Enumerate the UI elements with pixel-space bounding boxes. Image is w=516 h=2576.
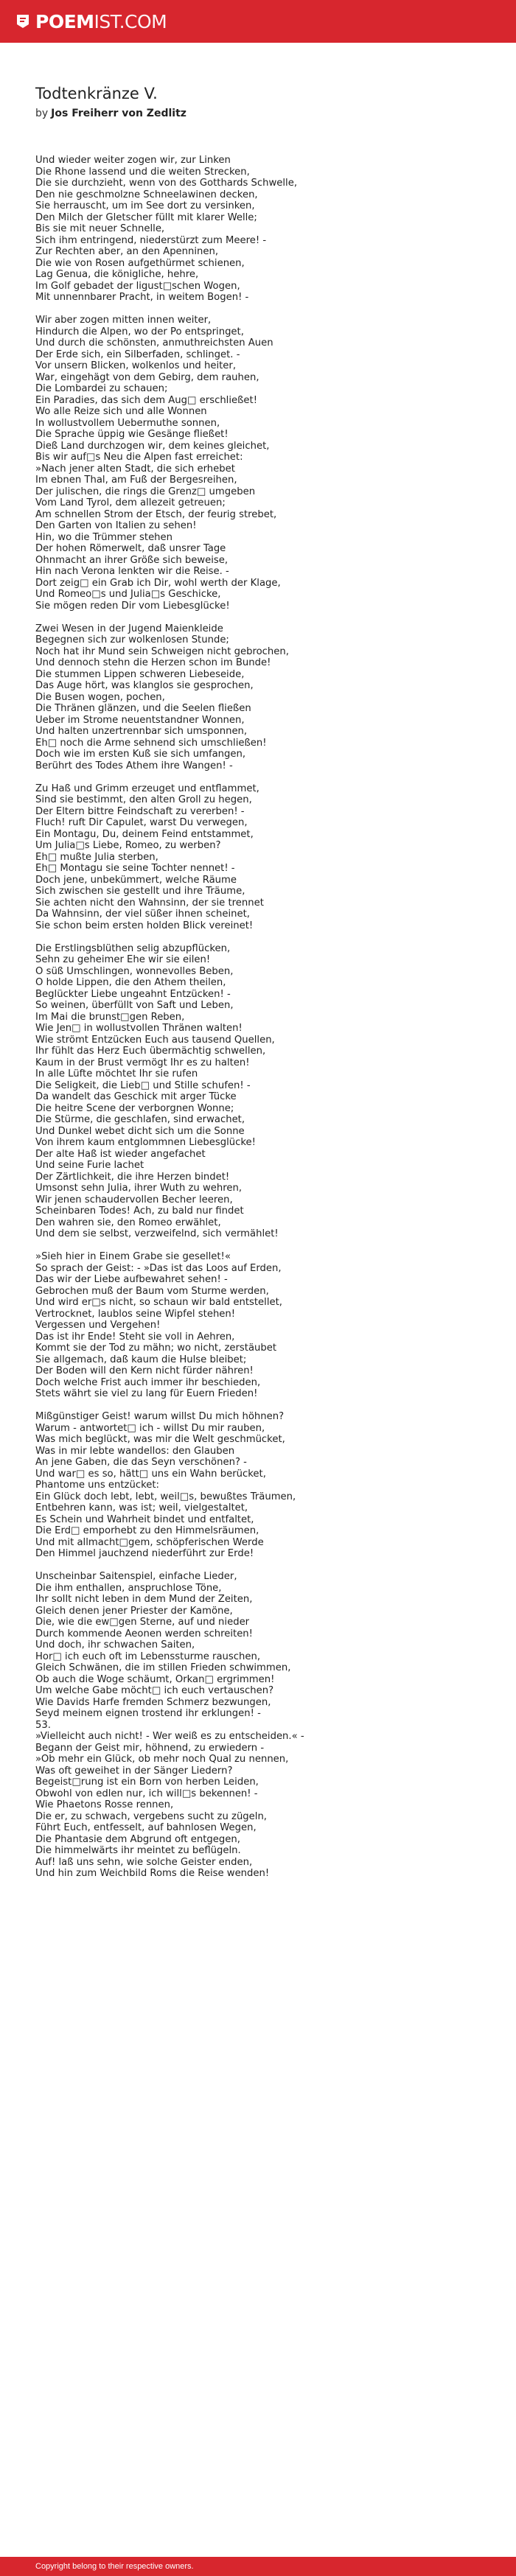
poem-line: Die Stürme, die geschlafen, sind erwachet, [35, 1114, 245, 1125]
poem-line: Die Seligkeit, die Lieb□ und Stille schufen! - [35, 1079, 251, 1091]
poem-line: Wie Phaetons Rosse rennen, [35, 1799, 174, 1810]
poem-line: Was mich beglückt, was mir die Welt geschmücket, [35, 1434, 285, 1445]
poem-line: Auf! laß uns sehn, wie solche Geister enden, [35, 1856, 253, 1868]
poem-line: »Ob mehr ein Glück, ob mehr noch Qual zu nennen, [35, 1754, 289, 1765]
poem-line: Vor unsern Blicken, wolkenlos und heiter, [35, 360, 237, 371]
poem-line: Noch hat ihr Mund sein Schweigen nicht gebrochen, [35, 645, 289, 657]
poem-line: Die Erstlingsblüthen selig abzupflücken, [35, 942, 231, 954]
poem-line: Was in mir lebte wandellos: den Glauben [35, 1445, 235, 1457]
stanza [35, 1571, 492, 1880]
byline [35, 108, 492, 119]
site-logo[interactable] [15, 11, 167, 32]
poem-line: Vertrocknet, laublos seine Wipfel stehen! [35, 1308, 236, 1320]
poem-line: Durch kommende Aeonen werden schreiten! [35, 1628, 253, 1639]
poem-line: Die Lombardei zu schauen; [35, 383, 168, 394]
poem-line: Das Auge hört, was klanglos sie gesprochen, [35, 680, 254, 691]
poem-line: Wo alle Reize sich und alle Wonnen [35, 406, 207, 417]
poem-line: Sind sie bestimmt, den alten Groll zu hegen, [35, 794, 252, 805]
poem-line: Und doch, ihr schwachen Saiten, [35, 1639, 195, 1651]
poem-line: O holde Lippen, die den Athem theilen, [35, 977, 226, 988]
author-link[interactable]: Jos Freiherr von Zedlitz [51, 108, 186, 119]
poem-line: Der alte Haß ist wieder angefachet [35, 1148, 206, 1160]
poem-line: Gleich denen jener Priester der Kamöne, [35, 1605, 233, 1617]
poem-line: Die Sprache üppig wie Gesänge fließet! [35, 429, 229, 440]
poem-line: Und Romeo□s und Julia□s Geschicke, [35, 589, 221, 600]
poem-line: Und seine Furie lachet [35, 1160, 144, 1171]
poem-line: Hin nach Verona lenkten wir die Reise. - [35, 566, 229, 577]
stanza [35, 623, 492, 772]
poem-line: Die Thränen glänzen, und die Seelen fließen [35, 703, 251, 714]
poem-line: Im Golf gebadet der ligust□schen Wogen, [35, 280, 240, 292]
poem-line: Der Erde sich, ein Silberfaden, schlinget. - [35, 349, 240, 360]
stanza [35, 315, 492, 612]
poem-line: Der Zärtlichkeit, die ihre Herzen bindet! [35, 1171, 230, 1183]
poem-line: Lag Genua, die königliche, hehre, [35, 269, 199, 280]
poem-line: Ueber im Strome neuentstandner Wonnen, [35, 714, 245, 726]
poem-line: Den Milch der Gletscher füllt mit klarer Welle; [35, 211, 257, 223]
poem-line: Mißgünstiger Geist! warum willst Du mich höhnen? [35, 1411, 285, 1422]
poem-line: Wie strömt Entzücken Euch aus tausend Quellen, [35, 1034, 275, 1046]
poem-line: Am schnellen Strom der Etsch, der feurig strebet, [35, 508, 277, 520]
poem-line: Vom Land Tyrol, dem allezeit getreuen; [35, 497, 226, 508]
poem-line: Phantome uns entzücket: [35, 1480, 159, 1491]
poem-line: Den Garten von Italien zu sehen! [35, 520, 197, 531]
poem-line: Zu Haß und Grimm erzeuget und entflammet, [35, 783, 259, 794]
poem-line: Zwei Wesen in der Jugend Maienkleide [35, 623, 223, 634]
poem-line: Ihr sollt nicht leben in dem Mund der Zeiten, [35, 1594, 253, 1605]
poem-line: Und dem sie selbst, verzweifelnd, sich vermählet! [35, 1228, 279, 1239]
poem-line: Fluch! ruft Dir Capulet, warst Du verwegen, [35, 817, 248, 828]
poem-line: Hin, wo die Trümmer stehen [35, 531, 173, 543]
poem-line: Die, wie die ew□gen Sterne, auf und nieder [35, 1617, 250, 1628]
poem-line: Sie herrauscht, um im See dort zu versinken, [35, 200, 255, 211]
poem-line: Wie Jen□ in wollustvollen Thränen walten! [35, 1023, 243, 1034]
poem-line: Und halten unzertrennbar sich umsponnen, [35, 726, 248, 737]
poem-line: Der julischen, die rings die Grenz□ umgeben [35, 486, 256, 497]
poem-line: Und Dunkel webet dicht sich um die Sonne [35, 1125, 245, 1137]
poem-line: Vergessen und Vergehen! [35, 1320, 161, 1331]
poem-line: Sie mögen reden Dir vom Liebesglücke! [35, 600, 230, 612]
logo-text-bold: POEM [35, 10, 94, 32]
poem-line: Kommt sie der Tod zu mähn; wo nicht, zerstäubet [35, 1343, 277, 1354]
poem-line: Der Eltern bittre Feindschaft zu vererben! - [35, 805, 245, 817]
poem-line: Ob auch die Woge schäumt, Orkan□ ergrimmen! [35, 1673, 275, 1685]
poem-line: Die Phantasie dem Abgrund oft entgegen, [35, 1833, 240, 1845]
poem-line: Begeist□rung ist ein Born von herben Leiden, [35, 1777, 259, 1788]
poem-line: Begegnen sich zur wolkenlosen Stunde; [35, 634, 229, 645]
stanza [35, 1251, 492, 1400]
poem-line: Die Erd□ emporhebt zu den Himmelsräumen, [35, 1525, 259, 1536]
poem-line: Ihr fühlt das Herz Euch übermächtig schwellen, [35, 1046, 266, 1057]
poem-line: Mit unnennbarer Pracht, in weitem Bogen! - [35, 292, 249, 303]
byline-prefix: by [35, 108, 49, 119]
poem-line: Bis sie mit neuer Schnelle, [35, 223, 165, 234]
poem-line: Ein Paradies, das sich dem Aug□ erschließet! [35, 394, 258, 406]
poem-line: Um Julia□s Liebe, Romeo, zu werben? [35, 840, 221, 851]
poem-line: Im ebnen Thal, am Fuß der Bergesreihen, [35, 475, 237, 486]
poem-line: Doch jene, unbekümmert, welche Räume [35, 874, 237, 886]
poem-line: Warum - antwortet□ ich - willst Du mir rauben, [35, 1422, 265, 1434]
poem-line: Gebrochen muß der Baum vom Sturme werden, [35, 1285, 269, 1297]
poem-line: Die ihm enthallen, anspruchlose Töne, [35, 1582, 222, 1594]
poem-line: Scheinbaren Todes! Ach, zu bald nur findet [35, 1205, 244, 1217]
poem-line: Und wieder weiter zogen wir, zur Linken [35, 155, 231, 166]
poem-line: O süß Umschlingen, wonnevolles Beben, [35, 965, 234, 977]
poem-line: Und mit allmacht□gem, schöpferischen Werde [35, 1536, 264, 1548]
poem-line: Um welche Gabe möcht□ ich euch vertauschen? [35, 1685, 274, 1696]
poem-line: »Sieh hier in Einem Grabe sie gesellet!« [35, 1251, 231, 1262]
poem-line: Ein Glück doch lebt, lebt, weil□s, bewußtes Träumen, [35, 1491, 296, 1502]
poem-line: Das ist ihr Ende! Steht sie voll in Aehren, [35, 1331, 235, 1343]
site-footer [0, 2557, 516, 2576]
poem-line: Begann der Geist mir, höhnend, zu erwiedern - [35, 1742, 265, 1754]
poem-line: Die Rhone lassend und die weiten Strecken, [35, 166, 250, 178]
poem-title: Todtenkränze V. [35, 85, 158, 102]
poem-line: Da wandelt das Geschick mit arger Tücke [35, 1091, 237, 1102]
poem-line: Sie allgemach, daß kaum die Hulse bleibet; [35, 1354, 247, 1365]
stanza [35, 1411, 492, 1560]
poem-line: Eh□ mußte Julia sterben, [35, 851, 158, 863]
poem-line: Und wird er□s nicht, so schaun wir bald entstellet, [35, 1297, 282, 1308]
poem-line: Doch welche Frist auch immer ihr beschieden, [35, 1376, 261, 1388]
copyright-text: Copyright belong to their respective owners. [35, 2562, 194, 2571]
poem-line: Führt Euch, entfesselt, auf bahnlosen Wegen, [35, 1822, 257, 1833]
poem-line: War, eingehägt von dem Gebirg, dem rauhen, [35, 371, 259, 383]
poem-container [35, 83, 492, 1891]
poem-line: Dort zeig□ ein Grab ich Dir, wohl werth der Klage, [35, 577, 281, 589]
poem-line: An jene Gaben, die das Seyn verschönen? - [35, 1457, 247, 1468]
poem-line: Von ihrem kaum entglommnen Liebesglücke! [35, 1137, 256, 1148]
poem-line: Die er, zu schwach, vergebens sucht zu zügeln, [35, 1810, 268, 1822]
poem-line: Die sie durchzieht, wenn von des Gotthards Schwelle, [35, 178, 298, 189]
poem-line: Das wir der Liebe aufbewahret sehen! - [35, 1274, 228, 1285]
poem-line: Entbehren kann, was ist; weil, vielgestaltet, [35, 1502, 248, 1513]
poem-line: Und war□ es so, hätt□ uns ein Wahn berücket, [35, 1468, 266, 1480]
poem-line: Stets währt sie viel zu lang für Euern Frieden! [35, 1388, 258, 1399]
poem-line: In alle Lüfte möchtet Ihr sie rufen [35, 1068, 198, 1079]
poem-line: Sich zwischen sie gestellt und ihre Träume, [35, 886, 245, 897]
poem-line: Und durch die schönsten, anmuthreichsten Auen [35, 337, 273, 349]
poem-line: Den wahren sie, den Romeo erwählet, [35, 1217, 221, 1228]
poem-line: Unscheinbar Saitenspiel, einfache Lieder, [35, 1571, 237, 1582]
poem-line: Den nie geschmolzne Schneelawinen decken, [35, 189, 258, 200]
poem-line: »Vielleicht auch nicht! - Wer weiß es zu entscheiden.« - [35, 1731, 304, 1742]
stanza [35, 783, 492, 932]
poem-line: So weinen, überfüllt von Saft und Leben, [35, 1000, 234, 1011]
poem-line: »Nach jener alten Stadt, die sich erhebet [35, 463, 235, 475]
stanza [35, 943, 492, 1240]
poem-line: Obwohl von edlen nur, ich will□s bekennen! - [35, 1788, 258, 1799]
poem-line: Sie schon beim ersten holden Blick vereinet! [35, 920, 254, 931]
poem-line: Eh□ noch die Arme sehnend sich umschließen! [35, 737, 267, 749]
poem-line: Kaum in der Brust vermögt Ihr es zu halten! [35, 1057, 250, 1068]
poem-line: Sich ihm entringend, niederstürzt zum Meere! - [35, 234, 267, 246]
site-header [0, 0, 516, 43]
poem-line: Umsonst sehn Julia, ihrer Wuth zu wehren, [35, 1183, 243, 1194]
poem-line: Wir aber zogen mitten innen weiter, [35, 315, 212, 326]
poem-line: Sehn zu geheimer Ehe wir sie eilen! [35, 954, 211, 965]
poem-line: Der hohen Römerwelt, daß unsrer Tage [35, 543, 226, 554]
poem-line: Dieß Land durchzogen wir, dem keines gleichet, [35, 440, 270, 452]
logo-text-light: IST.COM [94, 10, 167, 32]
poem-line: Ohnmacht an ihrer Größe sich beweise, [35, 554, 229, 566]
poem-line: Wie Davids Harfe fremden Schmerz bezwungen, [35, 1696, 271, 1708]
poem-body [35, 155, 492, 1880]
poem-line: Hindurch die Alpen, wo der Po entspringet, [35, 326, 244, 337]
poem-line: Und dennoch stehn die Herzen schon im Bunde! [35, 657, 271, 668]
poem-line: Gleich Schwänen, die im stillen Frieden schwimmen, [35, 1662, 291, 1673]
poem-line: Die stummen Lippen schweren Liebeseide, [35, 668, 245, 680]
poem-line: Wir jenen schaudervollen Becher leeren, [35, 1194, 233, 1205]
poem-line: Hor□ ich euch oft im Lebenssturme rauschen, [35, 1651, 261, 1662]
poem-line: Da Wahnsinn, der viel süßer ihnen scheinet, [35, 909, 250, 920]
poem-line: Es Schein und Wahrheit bindet und entfaltet, [35, 1513, 254, 1525]
poem-line: Im Mai die brunst□gen Reben, [35, 1011, 185, 1023]
poem-line: So sprach der Geist: - »Das ist das Loos auf Erden, [35, 1262, 282, 1274]
poem-line: Ein Montagu, Du, deinem Feind entstammet, [35, 828, 254, 840]
poem-line: 53. [35, 1719, 51, 1731]
poem-line: Was oft geweihet in der Sänger Liedern? [35, 1765, 233, 1777]
poem-line: Die heitre Scene der verborgnen Wonne; [35, 1102, 234, 1114]
poem-line: Eh□ Montagu sie seine Tochter nennet! - [35, 863, 235, 874]
poem-line: Den Himmel jauchzend niederführt zur Erde! [35, 1548, 254, 1559]
logo-mark-icon [15, 13, 31, 29]
poem-line: Beglückter Liebe ungeahnt Entzücken! - [35, 988, 231, 1000]
poem-line: Der Boden will den Kern nicht fürder nähren! [35, 1365, 254, 1376]
poem-line: Sie achten nicht den Wahnsinn, der sie trennet [35, 897, 264, 909]
poem-line: Seyd meinem eignen trostend ihr erklungen! - [35, 1708, 261, 1719]
poem-line: Zur Rechten aber, an den Apenninen, [35, 246, 219, 257]
poem-line: Bis wir auf□s Neu die Alpen fast erreichet: [35, 452, 243, 463]
stanza [35, 155, 492, 304]
poem-line: In wollustvollem Uebermuthe sonnen, [35, 417, 220, 429]
poem-line: Die himmelwärts ihr meintet zu beflügeln. [35, 1845, 241, 1856]
poem-line: Die wie von Rosen aufgethürmet schienen, [35, 257, 245, 269]
poem-line: Die Busen wogen, pochen, [35, 691, 165, 703]
poem-line: Berührt des Todes Athem ihre Wangen! - [35, 760, 233, 771]
poem-line: Und hin zum Weichbild Roms die Reise wenden! [35, 1868, 270, 1879]
poem-line: Doch wie im ersten Kuß sie sich umfangen, [35, 749, 246, 760]
